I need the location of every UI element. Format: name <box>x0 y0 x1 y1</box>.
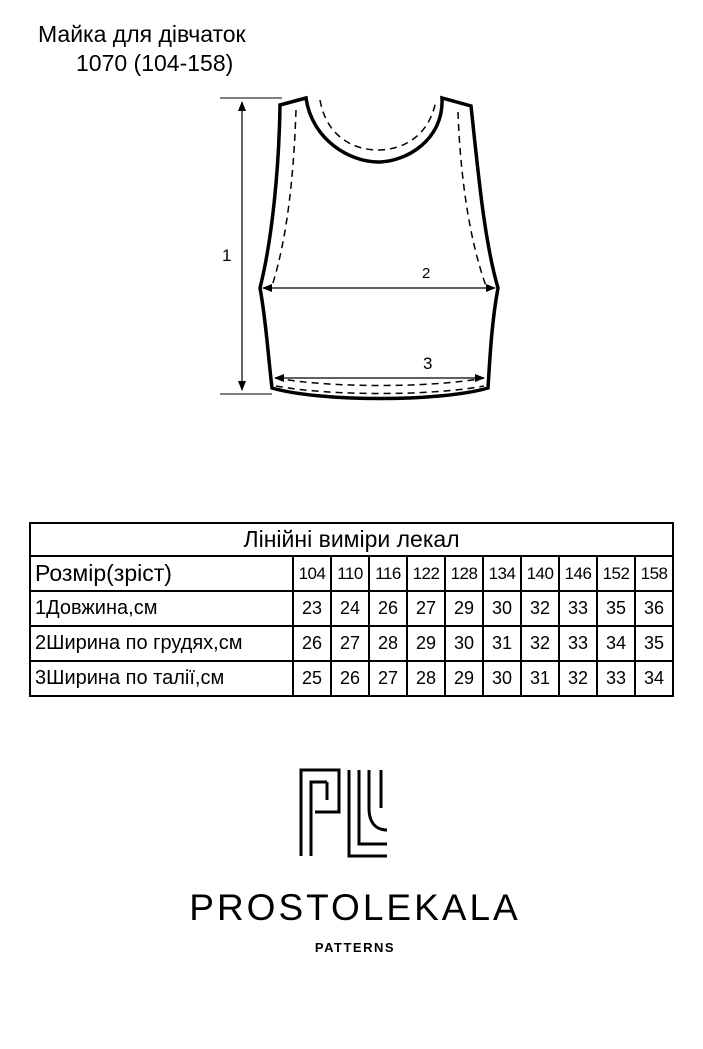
table-cell: 33 <box>559 591 597 626</box>
table-caption: Лінійні виміри лекал <box>30 523 673 556</box>
garment-outline <box>260 98 498 399</box>
size-122: 122 <box>407 556 445 591</box>
table-cell: 29 <box>445 591 483 626</box>
row-label: 1Довжина,см <box>30 591 293 626</box>
measurements-table <box>29 522 674 697</box>
size-158: 158 <box>635 556 673 591</box>
table-cell: 31 <box>483 626 521 661</box>
table-cell: 30 <box>483 661 521 696</box>
table-cell: 29 <box>407 626 445 661</box>
table-row-chest <box>30 626 673 661</box>
table-cell: 26 <box>293 626 331 661</box>
size-134: 134 <box>483 556 521 591</box>
brand-subtitle: PATTERNS <box>314 940 396 955</box>
hem-stitch-2 <box>276 386 484 394</box>
size-110: 110 <box>331 556 369 591</box>
table-cell: 30 <box>445 626 483 661</box>
prostolekala-monogram-icon <box>299 768 389 858</box>
size-104: 104 <box>293 556 331 591</box>
table-cell: 35 <box>635 626 673 661</box>
size-152: 152 <box>597 556 635 591</box>
table-header-row <box>30 556 673 591</box>
garment-sketch <box>0 0 703 470</box>
table-cell: 29 <box>445 661 483 696</box>
waist-measure-label: 3 <box>423 354 433 373</box>
neckline-stitch <box>320 100 436 150</box>
table-cell: 26 <box>331 661 369 696</box>
table-cell: 27 <box>331 626 369 661</box>
table-cell: 33 <box>559 626 597 661</box>
table-cell: 31 <box>521 661 559 696</box>
table-cell: 35 <box>597 591 635 626</box>
brand-name: PROSTOLEKALA <box>189 887 521 928</box>
title-line-1: Майка для дівчаток <box>38 21 246 47</box>
table-cell: 27 <box>407 591 445 626</box>
table-cell: 34 <box>635 661 673 696</box>
table-cell: 34 <box>597 626 635 661</box>
table-cell: 23 <box>293 591 331 626</box>
table-cell: 32 <box>559 661 597 696</box>
table-cell: 28 <box>369 626 407 661</box>
table-cell: 36 <box>635 591 673 626</box>
table-cell: 25 <box>293 661 331 696</box>
chest-measure-label: 2 <box>422 265 431 282</box>
size-header-label: Розмір(зріст) <box>30 556 293 591</box>
table-row-waist <box>30 661 673 696</box>
table-cell: 28 <box>407 661 445 696</box>
table-cell: 30 <box>483 591 521 626</box>
table-cell: 32 <box>521 626 559 661</box>
title-line-2: 1070 (104-158) <box>76 50 234 76</box>
row-label: 2Ширина по грудях,см <box>30 626 293 661</box>
hem-stitch <box>276 378 484 386</box>
table-cell: 32 <box>521 591 559 626</box>
table-row-length <box>30 591 673 626</box>
table-cell: 24 <box>331 591 369 626</box>
size-116: 116 <box>369 556 407 591</box>
table-cell: 27 <box>369 661 407 696</box>
table-cell: 33 <box>597 661 635 696</box>
size-146: 146 <box>559 556 597 591</box>
size-128: 128 <box>445 556 483 591</box>
size-140: 140 <box>521 556 559 591</box>
length-measure-label: 1 <box>222 246 232 265</box>
row-label: 3Ширина по талії,см <box>30 661 293 696</box>
table-cell: 26 <box>369 591 407 626</box>
